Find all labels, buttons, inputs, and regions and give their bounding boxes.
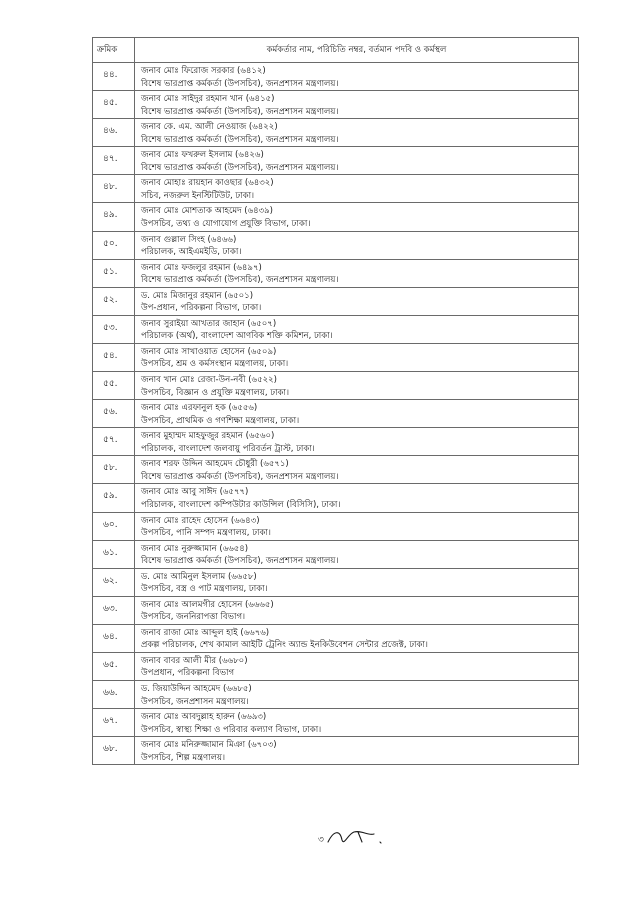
row-serial: ৪৮. — [93, 175, 135, 203]
header-serial: ক্রমিক — [93, 38, 135, 63]
officer-name: জনাব মোঃ রাহেদ হোসেন (৬৬৪৩) — [141, 515, 260, 526]
table-row — [93, 681, 579, 709]
officer-table — [92, 37, 579, 765]
officer-post: বিশেষ ভারপ্রাপ্ত কর্মকর্তা (উপসচিব), জনপ্রশাসন মন্ত্রণালয়। — [141, 134, 339, 145]
officer-post: পরিচালক, বাংলাদেশ কম্পিউটার কাউন্সিল (বিসিসি), ঢাকা। — [141, 499, 341, 510]
table-row — [93, 287, 579, 315]
table-row — [93, 372, 579, 400]
table-header-row — [93, 38, 579, 63]
officer-post: বিশেষ ভারপ্রাপ্ত কর্মকর্তা (উপসচিব), জনপ্রশাসন মন্ত্রণালয়। — [141, 556, 339, 567]
row-details — [135, 456, 579, 484]
row-serial: ৫৯. — [93, 484, 135, 512]
row-details — [135, 372, 579, 400]
table-row — [93, 147, 579, 175]
officer-post: উপসচিব, বস্ত্র ও পাট মন্ত্রণালয়, ঢাকা। — [141, 584, 268, 595]
officer-post: উপসচিব, পানি সম্পদ মন্ত্রণালয়, ঢাকা। — [141, 528, 271, 538]
officer-name: জনাব মোঃ আবু সাঈদ (৬৫৭৭) — [141, 487, 249, 498]
officer-name: জনাব মোঃ আবদুল্লাহ হারুন (৬৬৯৩) — [141, 712, 267, 723]
row-details — [135, 568, 579, 596]
officer-post: বিশেষ ভারপ্রাপ্ত কর্মকর্তা (উপসচিব), জনপ্রশাসন মন্ত্রণালয়। — [141, 78, 339, 89]
officer-post: পরিচালক, বাংলাদেশ জলবায়ু পরিবর্তন ট্রাস্ট, ঢাকা। — [141, 443, 315, 454]
row-serial: ৫২. — [93, 287, 135, 315]
officer-post: উপসচিব, জনপ্রশাসন মন্ত্রণালয়। — [141, 696, 249, 707]
table-row — [93, 737, 579, 765]
officer-name: জনাব মোঃ সাখাওয়াত হোসেন (৬৫০৯) — [141, 346, 277, 357]
row-serial: ৫১. — [93, 259, 135, 287]
table-row — [93, 428, 579, 456]
table-row — [93, 315, 579, 343]
table-row — [93, 540, 579, 568]
row-serial: ৫৬. — [93, 400, 135, 428]
row-details — [135, 624, 579, 652]
row-details — [135, 540, 579, 568]
row-details — [135, 709, 579, 737]
row-details — [135, 147, 579, 175]
officer-post: উপসচিব, প্রাথমিক ও গণশিক্ষা মন্ত্রণালয়, ঢাকা। — [141, 415, 300, 426]
table-row — [93, 652, 579, 680]
table-row — [93, 512, 579, 540]
row-serial: ৫৭. — [93, 428, 135, 456]
row-serial: ৪৯. — [93, 203, 135, 231]
row-details — [135, 175, 579, 203]
officer-name: জনাব বাবর আলী মীর (৬৬৮০) — [141, 655, 248, 666]
row-details — [135, 315, 579, 343]
table-row — [93, 456, 579, 484]
row-details — [135, 428, 579, 456]
officer-post: উপসচিব, বিজ্ঞান ও প্রযুক্তি মন্ত্রণালয়, ঢাকা। — [141, 387, 289, 398]
row-serial: ৫৮. — [93, 456, 135, 484]
officer-name: জনাব সুরাইয়া আখতার জাহান (৬৫০৭) — [141, 318, 277, 329]
officer-name: জনাব মোঃ ফিরোজ সরকার (৬৪১২) — [141, 66, 266, 76]
row-details — [135, 91, 579, 119]
officer-list-sheet — [92, 37, 578, 765]
officer-name: জনাব মোঃ ফখরুল ইসলাম (৬৪২৬) — [141, 150, 264, 161]
row-details — [135, 596, 579, 624]
row-serial: ৬০. — [93, 512, 135, 540]
officer-post: বিশেষ ভারপ্রাপ্ত কর্মকর্তা (উপসচিব), জনপ্রশাসন মন্ত্রণালয়। — [141, 162, 339, 173]
officer-name: জনাব মোঃ মোশতাক আহমেদ (৬৪৩৯) — [141, 206, 273, 217]
row-details — [135, 512, 579, 540]
officer-post: প্রকল্প পরিচালক, শেখ কামাল আইটি ট্রেনিং অ্যান্ড ইনকিউবেশন সেন্টার প্রজেক্ট, ঢাকা। — [141, 640, 428, 651]
table-row — [93, 709, 579, 737]
officer-name: জনাব মোহাঃ রায়হান কাওছার (৬৪৩২) — [141, 178, 274, 189]
row-serial: ৬২. — [93, 568, 135, 596]
table-row — [93, 231, 579, 259]
officer-post: বিশেষ ভারপ্রাপ্ত কর্মকর্তা (উপসচিব), জনপ্রশাসন মন্ত্রণালয়। — [141, 275, 339, 286]
officer-post: সচিব, নজরুল ইনস্টিটিউট, ঢাকা। — [141, 190, 255, 201]
row-serial: ৬১. — [93, 540, 135, 568]
officer-post: পরিচালক, আইএমইডি, ঢাকা। — [141, 247, 242, 258]
officer-name: ড. মোঃ আমিনুল ইসলাম (৬৬৫৮) — [141, 571, 257, 582]
officer-post: উপসচিব, শিল্প মন্ত্রণালয়। — [141, 752, 225, 763]
row-details — [135, 119, 579, 147]
row-details — [135, 652, 579, 680]
page-mark: ৩ — [318, 835, 324, 845]
row-serial: ৬৩. — [93, 596, 135, 624]
row-serial: ৫৩. — [93, 315, 135, 343]
row-serial: ৪৬. — [93, 119, 135, 147]
table-body — [93, 63, 579, 765]
row-details — [135, 400, 579, 428]
table-row — [93, 91, 579, 119]
table-row — [93, 259, 579, 287]
row-serial: ৬৭. — [93, 709, 135, 737]
row-serial: ৪৪. — [93, 63, 135, 91]
row-serial: ৪৫. — [93, 91, 135, 119]
row-serial: ৫০. — [93, 231, 135, 259]
officer-post: উপসচিব, তথ্য ও যোগাযোগ প্রযুক্তি বিভাগ, ঢাকা। — [141, 218, 311, 229]
row-serial: ৬৬. — [93, 681, 135, 709]
officer-name: জনাব কে. এম. আলী নেওয়াজ (৬৪২২) — [141, 122, 278, 133]
row-details — [135, 231, 579, 259]
officer-name: ড. মোঃ মিজানুর রহমান (৬৫০১) — [141, 290, 254, 301]
row-serial: ৫৪. — [93, 343, 135, 371]
row-details — [135, 737, 579, 765]
table-row — [93, 400, 579, 428]
officer-post: পরিচালক (অর্থ), বাংলাদেশ আণবিক শক্তি কমিশন, ঢাকা। — [141, 331, 333, 342]
officer-post: বিশেষ ভারপ্রাপ্ত কর্মকর্তা (উপসচিব), জনপ্রশাসন মন্ত্রণালয়। — [141, 106, 339, 117]
signature-initial — [318, 826, 398, 848]
table-row — [93, 484, 579, 512]
row-details — [135, 287, 579, 315]
row-serial: ৬৪. — [93, 624, 135, 652]
table-row — [93, 568, 579, 596]
row-serial: ৬৮. — [93, 737, 135, 765]
row-details — [135, 681, 579, 709]
officer-name: জনাব খান মোঃ রেজা-উন-নবী (৬৫২২) — [141, 375, 277, 386]
officer-name: জনাব মোঃ মনিরুজ্জামান মিঞা (৬৭০৩) — [141, 740, 277, 751]
officer-name: জনাব মোঃ নুরুজ্জামান (৬৬৫৪) — [141, 543, 249, 554]
table-row — [93, 624, 579, 652]
row-details — [135, 63, 579, 91]
row-details — [135, 203, 579, 231]
table-row — [93, 63, 579, 91]
officer-name: জনাব শরফ উদ্দিন আহমেদ চৌধুরী (৬৫৭১) — [141, 459, 289, 470]
table-row — [93, 203, 579, 231]
row-details — [135, 484, 579, 512]
officer-post: উপপ্রধান, পরিকল্পনা বিভাগ — [141, 668, 235, 679]
officer-name: জনাব মোঃ ফজলুর রহমান (৬৪৯৭) — [141, 262, 262, 273]
header-details: কর্মকর্তার নাম, পরিচিতি নম্বর, বর্তমান পদবি ও কর্মস্থল — [135, 38, 579, 63]
officer-name: জনাব গুল্লাল সিংহ (৬৪৬৬) — [141, 234, 237, 245]
row-details — [135, 343, 579, 371]
table-row — [93, 596, 579, 624]
officer-post: উপসচিব, স্বাস্থ্য শিক্ষা ও পরিবার কল্যাণ বিভাগ, ঢাকা। — [141, 724, 322, 735]
officer-post: উপসচিব, শ্রম ও কর্মসংস্থান মন্ত্রণালয়, ঢাকা। — [141, 359, 289, 370]
row-details — [135, 259, 579, 287]
officer-name: জনাব মোঃ আলমগীর হোসেন (৬৬৬৫) — [141, 599, 274, 610]
row-serial: ৪৭. — [93, 147, 135, 175]
table-row — [93, 343, 579, 371]
row-serial: ৫৫. — [93, 372, 135, 400]
row-serial: ৬৫. — [93, 652, 135, 680]
table-row — [93, 119, 579, 147]
officer-name: ড. জিয়াউদ্দিন আহমেদ (৬৬৮৫) — [141, 684, 252, 695]
officer-post: বিশেষ ভারপ্রাপ্ত কর্মকর্তা (উপসচিব), জনপ্রশাসন মন্ত্রণালয়। — [141, 471, 339, 482]
officer-name: জনাব মুহাম্মদ মাহফুজুর রহমান (৬৫৬০) — [141, 431, 275, 442]
table-row — [93, 175, 579, 203]
officer-post: উপসচিব, জননিরাপত্তা বিভাগ। — [141, 612, 246, 623]
officer-name: জনাব মোঃ সাইদুর রহমান খান (৬৪১৫) — [141, 94, 275, 105]
officer-name: জনাব রাজা মোঃ আব্দুল হাই (৬৬৭৬) — [141, 627, 270, 638]
officer-name: জনাব মোঃ এরফানুল হক (৬৫৫৬) — [141, 403, 258, 414]
officer-post: উপ-প্রধান, পরিকল্পনা বিভাগ, ঢাকা। — [141, 303, 262, 314]
